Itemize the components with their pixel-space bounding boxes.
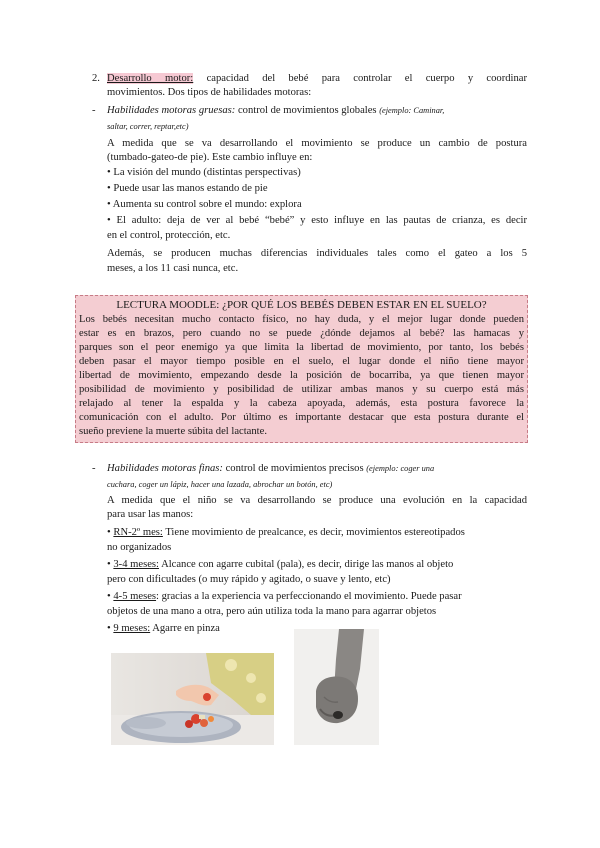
fine-item-1-label: RN-2º mes: bbox=[113, 527, 163, 538]
reading-line-6: posibilidad de movimiento y posibilidad de utilizar ambas manos y su cuerpo está más bbox=[79, 384, 524, 395]
gross-extra-line1: Además, se producen muchas diferencias individuales tales como el gateo a los 5 bbox=[107, 248, 527, 259]
fine-item-2-text: Alcance con agarre cubital (pala), es decir, dirige las manos al objeto bbox=[161, 559, 454, 570]
fine-item-4-label: 9 meses: bbox=[113, 623, 151, 634]
fine-item-3-text: : gracias a la experiencia va perfeccionando el movimiento. Puede pasar bbox=[156, 591, 462, 602]
gross-para-line2: (tumbado-gateo-de pie). Este cambio influye en: bbox=[107, 152, 313, 163]
fine-item-3 bbox=[107, 590, 527, 604]
reading-line-3: parques son el peor enemigo ya que limita la libertad de movimiento, por tanto, los bebés bbox=[79, 342, 524, 353]
fine-item-2-label: 3-4 meses: bbox=[113, 559, 159, 570]
fine-item-1 bbox=[107, 526, 527, 540]
gross-bullet-1: • La visión del mundo (distintas perspectivas) bbox=[107, 167, 301, 178]
fine-item-2-bullet: • bbox=[107, 559, 111, 570]
fine-item-1-cont: no organizados bbox=[107, 542, 172, 553]
pincer-grasp-photo bbox=[294, 629, 379, 745]
fine-desc: control de movimientos precisos bbox=[225, 463, 364, 474]
reading-line-8: comunicación con el adulto. Por último es importante destacar que esta postura durante el bbox=[79, 412, 524, 423]
fine-item-2 bbox=[107, 558, 527, 572]
gross-bullet-3: • Aumenta su control sobre el mundo: explora bbox=[107, 199, 302, 210]
pincer-grasp-image bbox=[294, 629, 379, 745]
gross-bullet-2: • Puede usar las manos estando de pie bbox=[107, 183, 268, 194]
section-number: 2. bbox=[92, 73, 100, 84]
section-intro-line1: capacidad del bebé para controlar el cuerpo y coordinar bbox=[206, 73, 527, 84]
gross-bullet-4-cont: en el control, protección, etc. bbox=[107, 230, 231, 241]
gross-heading bbox=[107, 104, 527, 118]
reading-title: LECTURA MOODLE: ¿POR QUÉ LOS BEBÉS DEBEN ESTAR EN EL SUELO? bbox=[116, 299, 487, 311]
gross-example-2: saltar, correr, reptar,etc) bbox=[107, 122, 189, 131]
fine-para-line2: para usar las manos: bbox=[107, 509, 194, 520]
baby-food-image bbox=[111, 653, 274, 745]
fine-example-1: (ejemplo: coger una bbox=[366, 464, 435, 473]
reading-line-1: Los bebés necesitan mucho contacto físico, no hay duda, y el mejor lugar donde pueden bbox=[79, 314, 524, 325]
fine-item-1-text: Tiene movimiento de prealcance, es decir, movimientos estereotipados bbox=[165, 527, 465, 538]
section-title-line bbox=[107, 72, 527, 86]
fine-title: Habilidades motoras finas: bbox=[107, 463, 223, 474]
fine-example-2: cuchara, coger un lápiz, hacer una lazada, abrochar un botón, etc) bbox=[107, 480, 333, 489]
reading-line-7: relajado al tener la espalda y la cabeza apoyada, además, esta postura favorece la bbox=[79, 398, 524, 409]
baby-food-photo bbox=[111, 653, 274, 745]
gross-bullet-4: • El adulto: deja de ver al bebé “bebé” y esto influye en las pautas de crianza, es decir bbox=[107, 215, 527, 226]
gross-title: Habilidades motoras gruesas: bbox=[107, 105, 236, 116]
fine-item-4-text: Agarre en pinza bbox=[152, 623, 220, 634]
section-intro-line2: movimientos. Dos tipos de habilidades motoras: bbox=[107, 87, 312, 98]
gross-desc: control de movimientos globales bbox=[237, 105, 377, 116]
fine-item-2-cont: pero con dificultades (o muy rápido y agitado, o suave y lento, etc) bbox=[107, 574, 391, 585]
fine-item-4-bullet: • bbox=[107, 623, 111, 634]
fine-item-3-bullet: • bbox=[107, 591, 111, 602]
fine-item-3-cont: objetos de una mano a otra, pero aún utiliza toda la mano para agarrar objetos bbox=[107, 606, 437, 617]
reading-line-2: estar es en brazos, pero cuando no se puede ¿dónde dejamos al bebé? las hamacas y bbox=[79, 328, 524, 339]
gross-para-line1: A medida que se va desarrollando el movimiento se produce un cambio de postura bbox=[107, 138, 527, 149]
section-title: Desarrollo motor: bbox=[107, 73, 194, 84]
gross-example-1: (ejemplo: Caminar, bbox=[379, 106, 445, 115]
reading-line-9: sueño previene la muerte súbita del lactante. bbox=[79, 426, 267, 437]
fine-item-1-bullet: • bbox=[107, 527, 111, 538]
fine-item-4 bbox=[107, 622, 220, 636]
fine-para-line1: A medida que el niño se va desarrollando se produce una evolución en la capacidad bbox=[107, 495, 527, 506]
reading-line-5: libertad de movimiento, empezando desde la posición de bocarriba, ya que tienen mayor bbox=[79, 370, 524, 381]
fine-item-3-label: 4-5 meses bbox=[113, 591, 157, 602]
reading-line-4: deben pasar el mayor tiempo posible en el suelo, el lugar donde el niño tiene mayor bbox=[79, 356, 524, 367]
fine-heading bbox=[107, 462, 527, 476]
gross-dash: - bbox=[92, 105, 96, 116]
gross-extra-line2: meses, a los 11 casi nunca, etc. bbox=[107, 263, 239, 274]
fine-dash: - bbox=[92, 463, 96, 474]
